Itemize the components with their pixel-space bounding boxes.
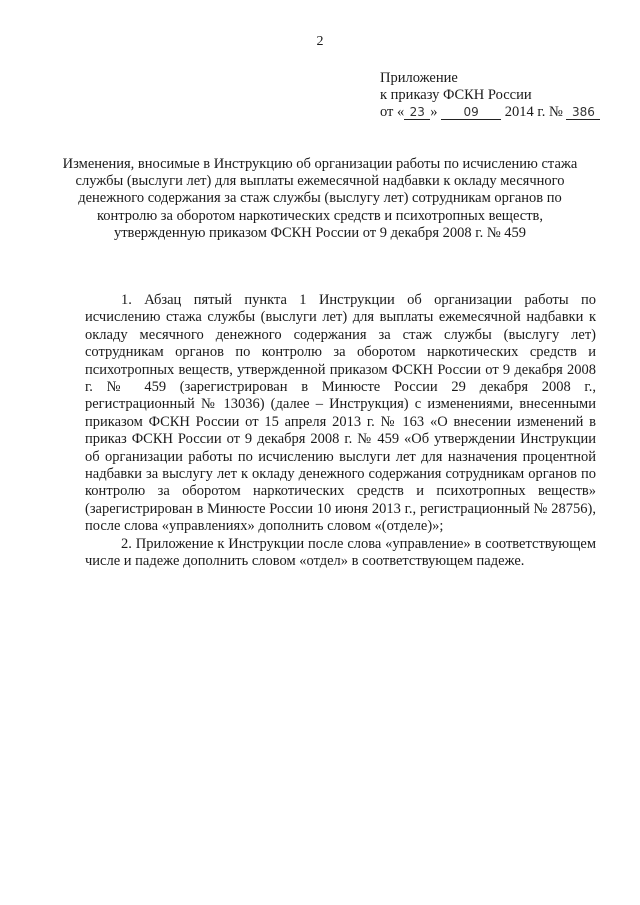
- document-title: Изменения, вносимые в Инструкцию об организации работы по исчислению стажа службы (выслуги лет) для выплаты ежемесячной надбавки к окладу месячного денежного содержания за стаж службы (выслугу лет) сотрудникам органов по контролю за оборотом наркотических средств и психотропных веществ, утвержденную приказом ФСКН России от 9 декабря 2008 г. № 459: [62, 156, 578, 241]
- appendix-label: Приложение: [380, 70, 458, 86]
- date-mid: »: [430, 104, 438, 120]
- handwritten-number: 386: [566, 105, 600, 120]
- paragraph-2: 2. Приложение к Инструкции после слова «управление» в соответствующем числе и падеже дополнить словом «отдел» в соответствующем падеже.: [85, 535, 596, 570]
- appendix-date-line: [380, 104, 620, 121]
- handwritten-month: 09: [441, 105, 501, 120]
- handwritten-day: 23: [404, 105, 430, 120]
- page-number: 2: [316, 34, 324, 49]
- paragraph-1: 1. Абзац пятый пункта 1 Инструкции об организации работы по исчислению стажа службы (выслуги лет) для выплаты ежемесячной надбавки к окладу месячного денежного содержания за стаж службы (выслугу лет) сотрудникам органов по контролю за оборотом наркотических средств и психотропных веществ, утвержденной приказом ФСКН России от 9 декабря 2008 г. № 459 (зарегистрирован в Минюсте России 29 декабря 2008 г., регистрационный № 13036) (далее – Инструкция) с изменениями, внесенными приказом ФСКН России от 15 апреля 2013 г. № 163 «О внесении изменений в приказ ФСКН России от 9 декабря 2008 г. № 459 «Об утверждении Инструкции об организации работы по исчислению выслуги лет для назначения процентной надбавки за выслугу лет к окладу денежного содержания сотрудникам органов по контролю за оборотом наркотических средств и психотропных веществ» (зарегистрирован в Минюсте России 10 июня 2013 г., регистрационный № 28756), после слова «управлениях» дополнить словом «(отделе)»;: [85, 292, 596, 535]
- appendix-header: [380, 70, 620, 121]
- document-body: [85, 292, 596, 571]
- date-prefix: от «: [380, 104, 405, 120]
- year-text: 2014 г. №: [504, 104, 563, 120]
- appendix-order-ref: к приказу ФСКН России: [380, 87, 532, 103]
